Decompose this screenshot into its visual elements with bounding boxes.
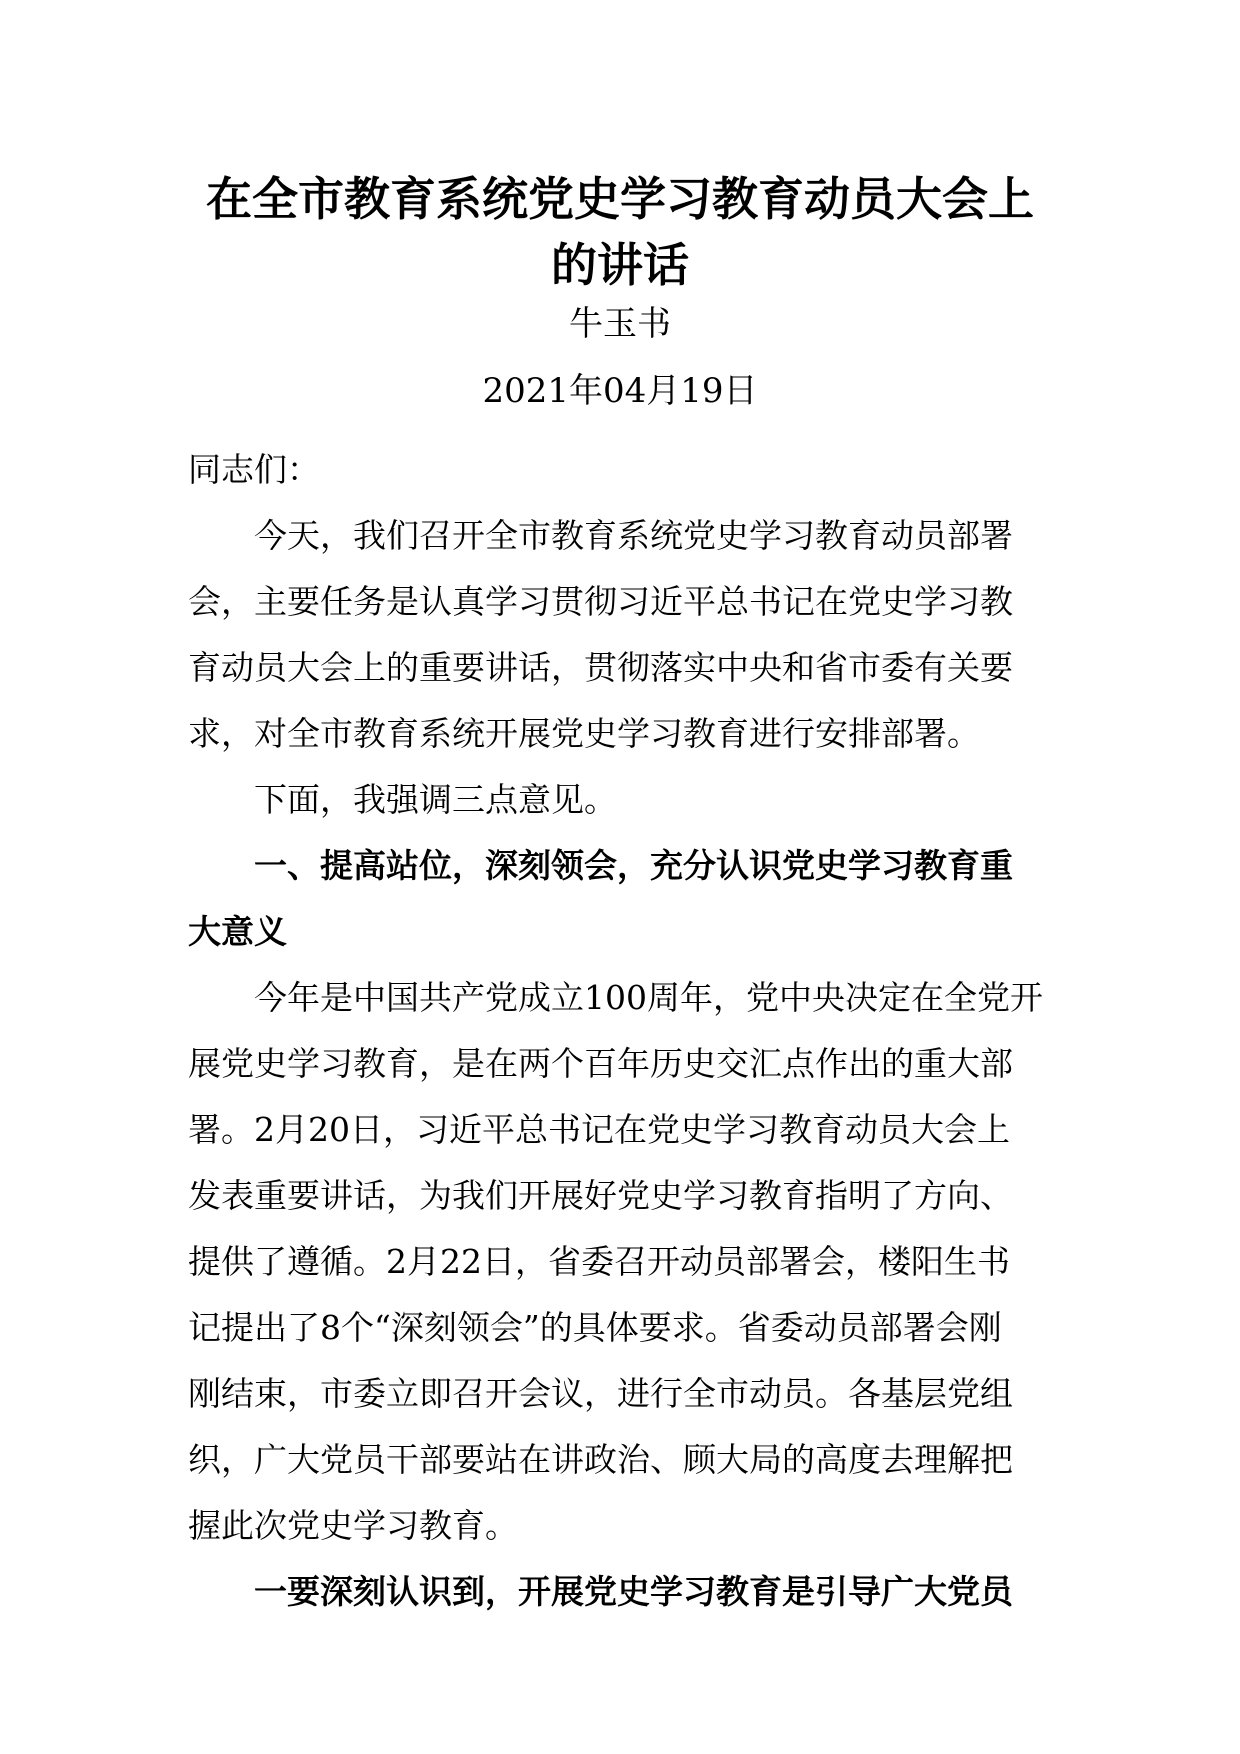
text-line: 握此次党史学习教育。 xyxy=(188,1506,518,1545)
text-line: 记提出了8个“深刻领会”的具体要求。省委动员部署会刚 xyxy=(188,1308,1002,1347)
document-body xyxy=(188,437,1056,1625)
text-line: 育动员大会上的重要讲话，贯彻落实中央和省市委有关要 xyxy=(188,648,1013,687)
text-line: 发表重要讲话，为我们开展好党史学习教育指明了方向、 xyxy=(188,1176,1013,1215)
text-line: 会，主要任务是认真学习贯彻习近平总书记在党史学习教 xyxy=(188,582,1013,621)
text-line: 今天，我们召开全市教育系统党史学习教育动员部署 xyxy=(254,516,1013,555)
speech-date: 2021年04月19日 xyxy=(482,371,758,411)
author-name: 牛玉书 xyxy=(569,304,671,344)
text-line: 展党史学习教育，是在两个百年历史交汇点作出的重大部 xyxy=(188,1044,1013,1083)
salutation: 同志们： xyxy=(188,450,320,489)
paragraph-intro xyxy=(188,503,1056,767)
paragraph-background xyxy=(188,965,1056,1559)
text-line: 刚结束，市委立即召开会议，进行全市动员。各基层党组 xyxy=(188,1374,1013,1413)
heading-line: 大意义 xyxy=(188,912,287,951)
title-line-1: 在全市教育系统党史学习教育动员大会上 xyxy=(206,172,1034,226)
document-title xyxy=(150,166,1090,298)
subheading-1 xyxy=(188,1559,1056,1625)
text-line: 求，对全市教育系统开展党史学习教育进行安排部署。 xyxy=(188,714,980,753)
text-line: 织，广大党员干部要站在讲政治、顾大局的高度去理解把 xyxy=(188,1440,1013,1479)
heading-line: 一、提高站位，深刻领会，充分认识党史学习教育重 xyxy=(254,846,1013,885)
section-heading-1 xyxy=(188,833,1056,965)
text-line: 署。2月20日，习近平总书记在党史学习教育动员大会上 xyxy=(188,1110,1010,1149)
heading-line: 一要深刻认识到，开展党史学习教育是引导广大党员 xyxy=(254,1572,1013,1611)
paragraph-outline xyxy=(188,767,1056,833)
text-line: 提供了遵循。2月22日，省委召开动员部署会，楼阳生书 xyxy=(188,1242,1010,1281)
text-line: 今年是中国共产党成立100周年，党中央决定在全党开 xyxy=(254,978,1043,1017)
text-line: 下面，我强调三点意见。 xyxy=(254,780,617,819)
title-line-2: 的讲话 xyxy=(551,238,689,292)
